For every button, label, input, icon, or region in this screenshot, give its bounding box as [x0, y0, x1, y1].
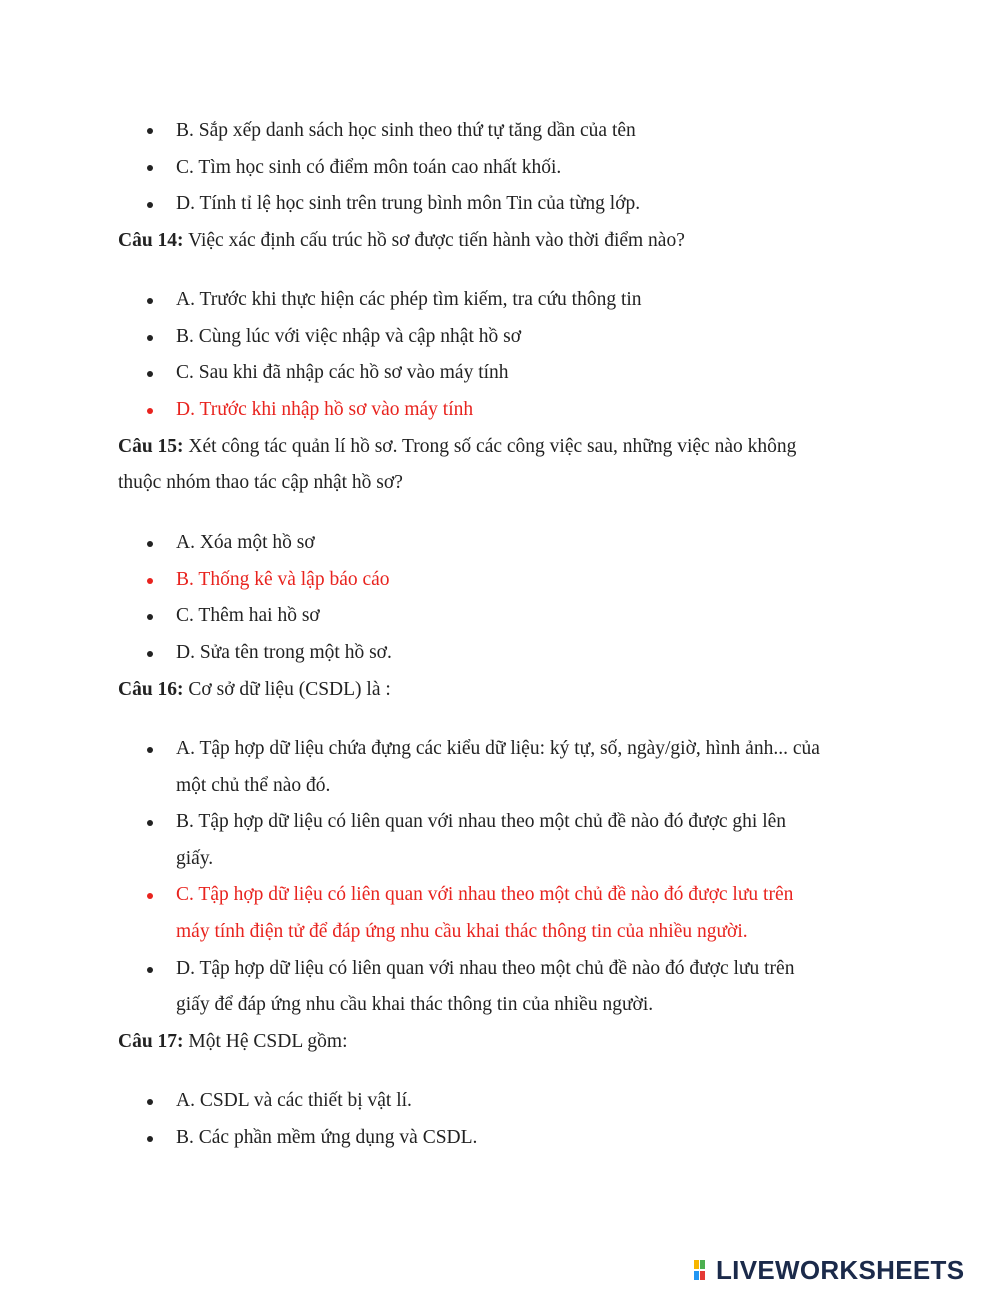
option-13-c: C. Tìm học sinh có điểm môn toán cao nhất khối. — [176, 157, 562, 178]
bullet — [147, 408, 153, 414]
bullet — [147, 165, 153, 171]
bullet — [147, 202, 153, 208]
bullet — [147, 578, 153, 584]
question-14: Câu 14: Việc xác định cấu trúc hồ sơ được tiến hành vào thời điểm nào? — [118, 230, 685, 251]
option-15-a: A. Xóa một hồ sơ — [176, 532, 315, 553]
bullet — [147, 335, 153, 341]
option-14-b: B. Cùng lúc với việc nhập và cập nhật hồ sơ — [176, 326, 522, 347]
bullet — [147, 1099, 153, 1105]
option-13-b: B. Sắp xếp danh sách học sinh theo thứ tự tăng dần của tên — [176, 120, 636, 141]
option-14-d-correct: D. Trước khi nhập hồ sơ vào máy tính — [176, 399, 474, 420]
bullet — [147, 541, 153, 547]
question-15: Câu 15: Xét công tác quản lí hồ sơ. Trong số các công việc sau, những việc nào không — [118, 436, 797, 457]
option-16-d-line-2: giấy để đáp ứng nhu cầu khai thác thông tin của nhiều người. — [176, 994, 654, 1015]
bullet — [147, 371, 153, 377]
logo-text: LIVEWORKSHEETS — [716, 1255, 965, 1285]
option-16-a: A. Tập hợp dữ liệu chứa đựng các kiểu dữ liệu: ký tự, số, ngày/giờ, hình ảnh... của — [176, 738, 820, 759]
bullet — [147, 128, 153, 134]
bullet — [147, 820, 153, 826]
bullet — [147, 747, 153, 753]
bullet — [147, 1136, 153, 1142]
option-16-c-line-2: máy tính điện tử để đáp ứng nhu cầu khai thác thông tin của nhiều người. — [176, 921, 748, 942]
option-14-a: A. Trước khi thực hiện các phép tìm kiếm, tra cứu thông tin — [176, 289, 642, 310]
option-16-d: D. Tập hợp dữ liệu có liên quan với nhau theo một chủ đề nào đó được lưu trên — [176, 958, 795, 979]
question-17: Câu 17: Một Hệ CSDL gồm: — [118, 1031, 348, 1052]
option-15-d: D. Sửa tên trong một hồ sơ. — [176, 642, 392, 663]
option-16-a-line-2: một chủ thể nào đó. — [176, 775, 331, 796]
question-15-line-2: thuộc nhóm thao tác cập nhật hồ sơ? — [118, 472, 403, 493]
question-16: Câu 16: Cơ sở dữ liệu (CSDL) là : — [118, 679, 391, 700]
option-17-b: B. Các phần mềm ứng dụng và CSDL. — [176, 1127, 478, 1148]
option-15-c: C. Thêm hai hồ sơ — [176, 605, 320, 626]
bullet — [147, 298, 153, 304]
option-14-c: C. Sau khi đã nhập các hồ sơ vào máy tính — [176, 362, 509, 383]
option-16-c-correct: C. Tập hợp dữ liệu có liên quan với nhau theo một chủ đề nào đó được lưu trên — [176, 884, 794, 905]
option-16-b-line-2: giấy. — [176, 848, 214, 869]
bullet — [147, 967, 153, 973]
bullet — [147, 651, 153, 657]
liveworksheets-mark-icon — [694, 1259, 714, 1281]
liveworksheets-logo — [694, 1254, 964, 1286]
option-17-a: A. CSDL và các thiết bị vật lí. — [176, 1090, 412, 1111]
option-13-d: D. Tính tỉ lệ học sinh trên trung bình môn Tin của từng lớp. — [176, 193, 641, 214]
bullet — [147, 893, 153, 899]
option-15-b-correct: B. Thống kê và lập báo cáo — [176, 569, 390, 590]
option-16-b: B. Tập hợp dữ liệu có liên quan với nhau theo một chủ đề nào đó được ghi lên — [176, 811, 787, 832]
bullet — [147, 614, 153, 620]
